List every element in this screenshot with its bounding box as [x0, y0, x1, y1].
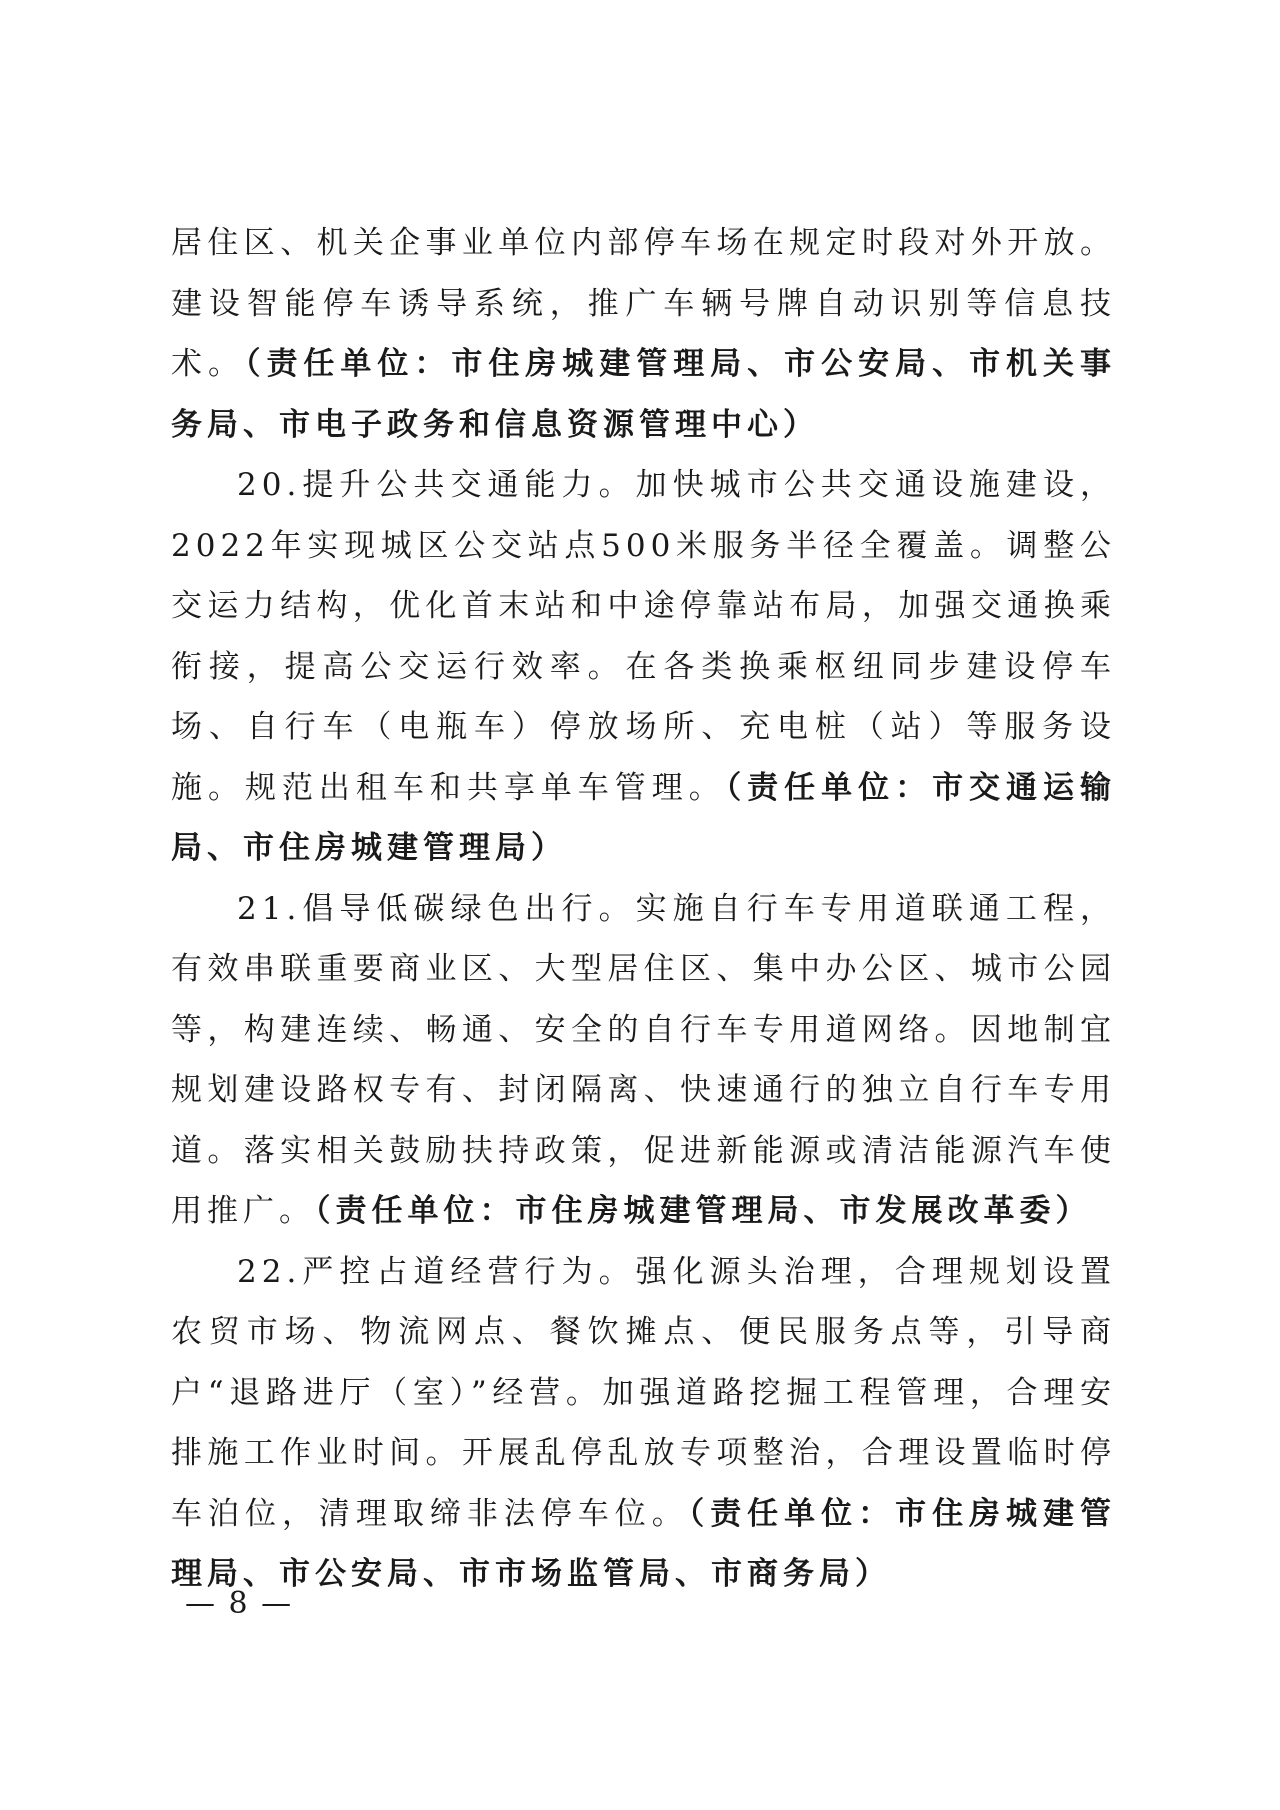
responsibility-units: （责任单位：市住房城建管理局、市公安局、市市场监管局、市商务局）: [171, 1495, 1116, 1592]
responsibility-units: （责任单位：市交通运输局、市住房城建管理局）: [171, 769, 1117, 866]
paragraph-20-public-transport: [171, 455, 1116, 879]
paragraph-text: 21.倡导低碳绿色出行。实施自行车专用道联通工程，有效串联重要商业区、大型居住区、集中办公区、城市公园等，构建连续、畅通、安全的自行车专用道网络。因地制宜规划建设路权专有、封闭隔离、快速通行的独立自行车专用道。落实相关鼓励扶持政策，促进新能源或清洁能源汽车使用推广。: [171, 890, 1116, 1229]
paragraph-22-road-occupation: [171, 1242, 1116, 1605]
paragraph-text: 22.严控占道经营行为。强化源头治理，合理规划设置农贸市场、物流网点、餐饮摊点、便民服务点等，引导商户“退路进厅（室）”经营。加强道路挖掘工程管理，合理安排施工作业时间。开展乱停乱放专项整治，合理设置临时停车泊位，清理取缔非法停车位。: [171, 1253, 1116, 1532]
paragraph-text: 居住区、机关企事业单位内部停车场在规定时段对外开放。建设智能停车诱导系统，推广车辆号牌自动识别等信息技术。: [171, 225, 1116, 382]
page-number: — 8 —: [185, 1586, 294, 1621]
responsibility-units: （责任单位：市住房城建管理局、市公安局、市机关事务局、市电子政务和信息资源管理中心）: [171, 346, 1117, 443]
paragraph-text: 20.提升公共交通能力。加快城市公共交通设施建设，2022年实现城区公交站点500米服务半径全覆盖。调整公交运力结构，优化首末站和中途停靠站布局，加强交通换乘衔接，提高公交运行效率。在各类换乘枢纽同步建设停车场、自行车（电瓶车）停放场所、充电桩（站）等服务设施。规范出租车和共享单车管理。: [171, 467, 1116, 806]
document-body: [171, 213, 1116, 1605]
responsibility-units: （责任单位：市住房城建管理局、市发展改革委）: [315, 1193, 1092, 1229]
paragraph-19-continued: [171, 213, 1116, 455]
paragraph-21-green-travel: [171, 879, 1116, 1242]
